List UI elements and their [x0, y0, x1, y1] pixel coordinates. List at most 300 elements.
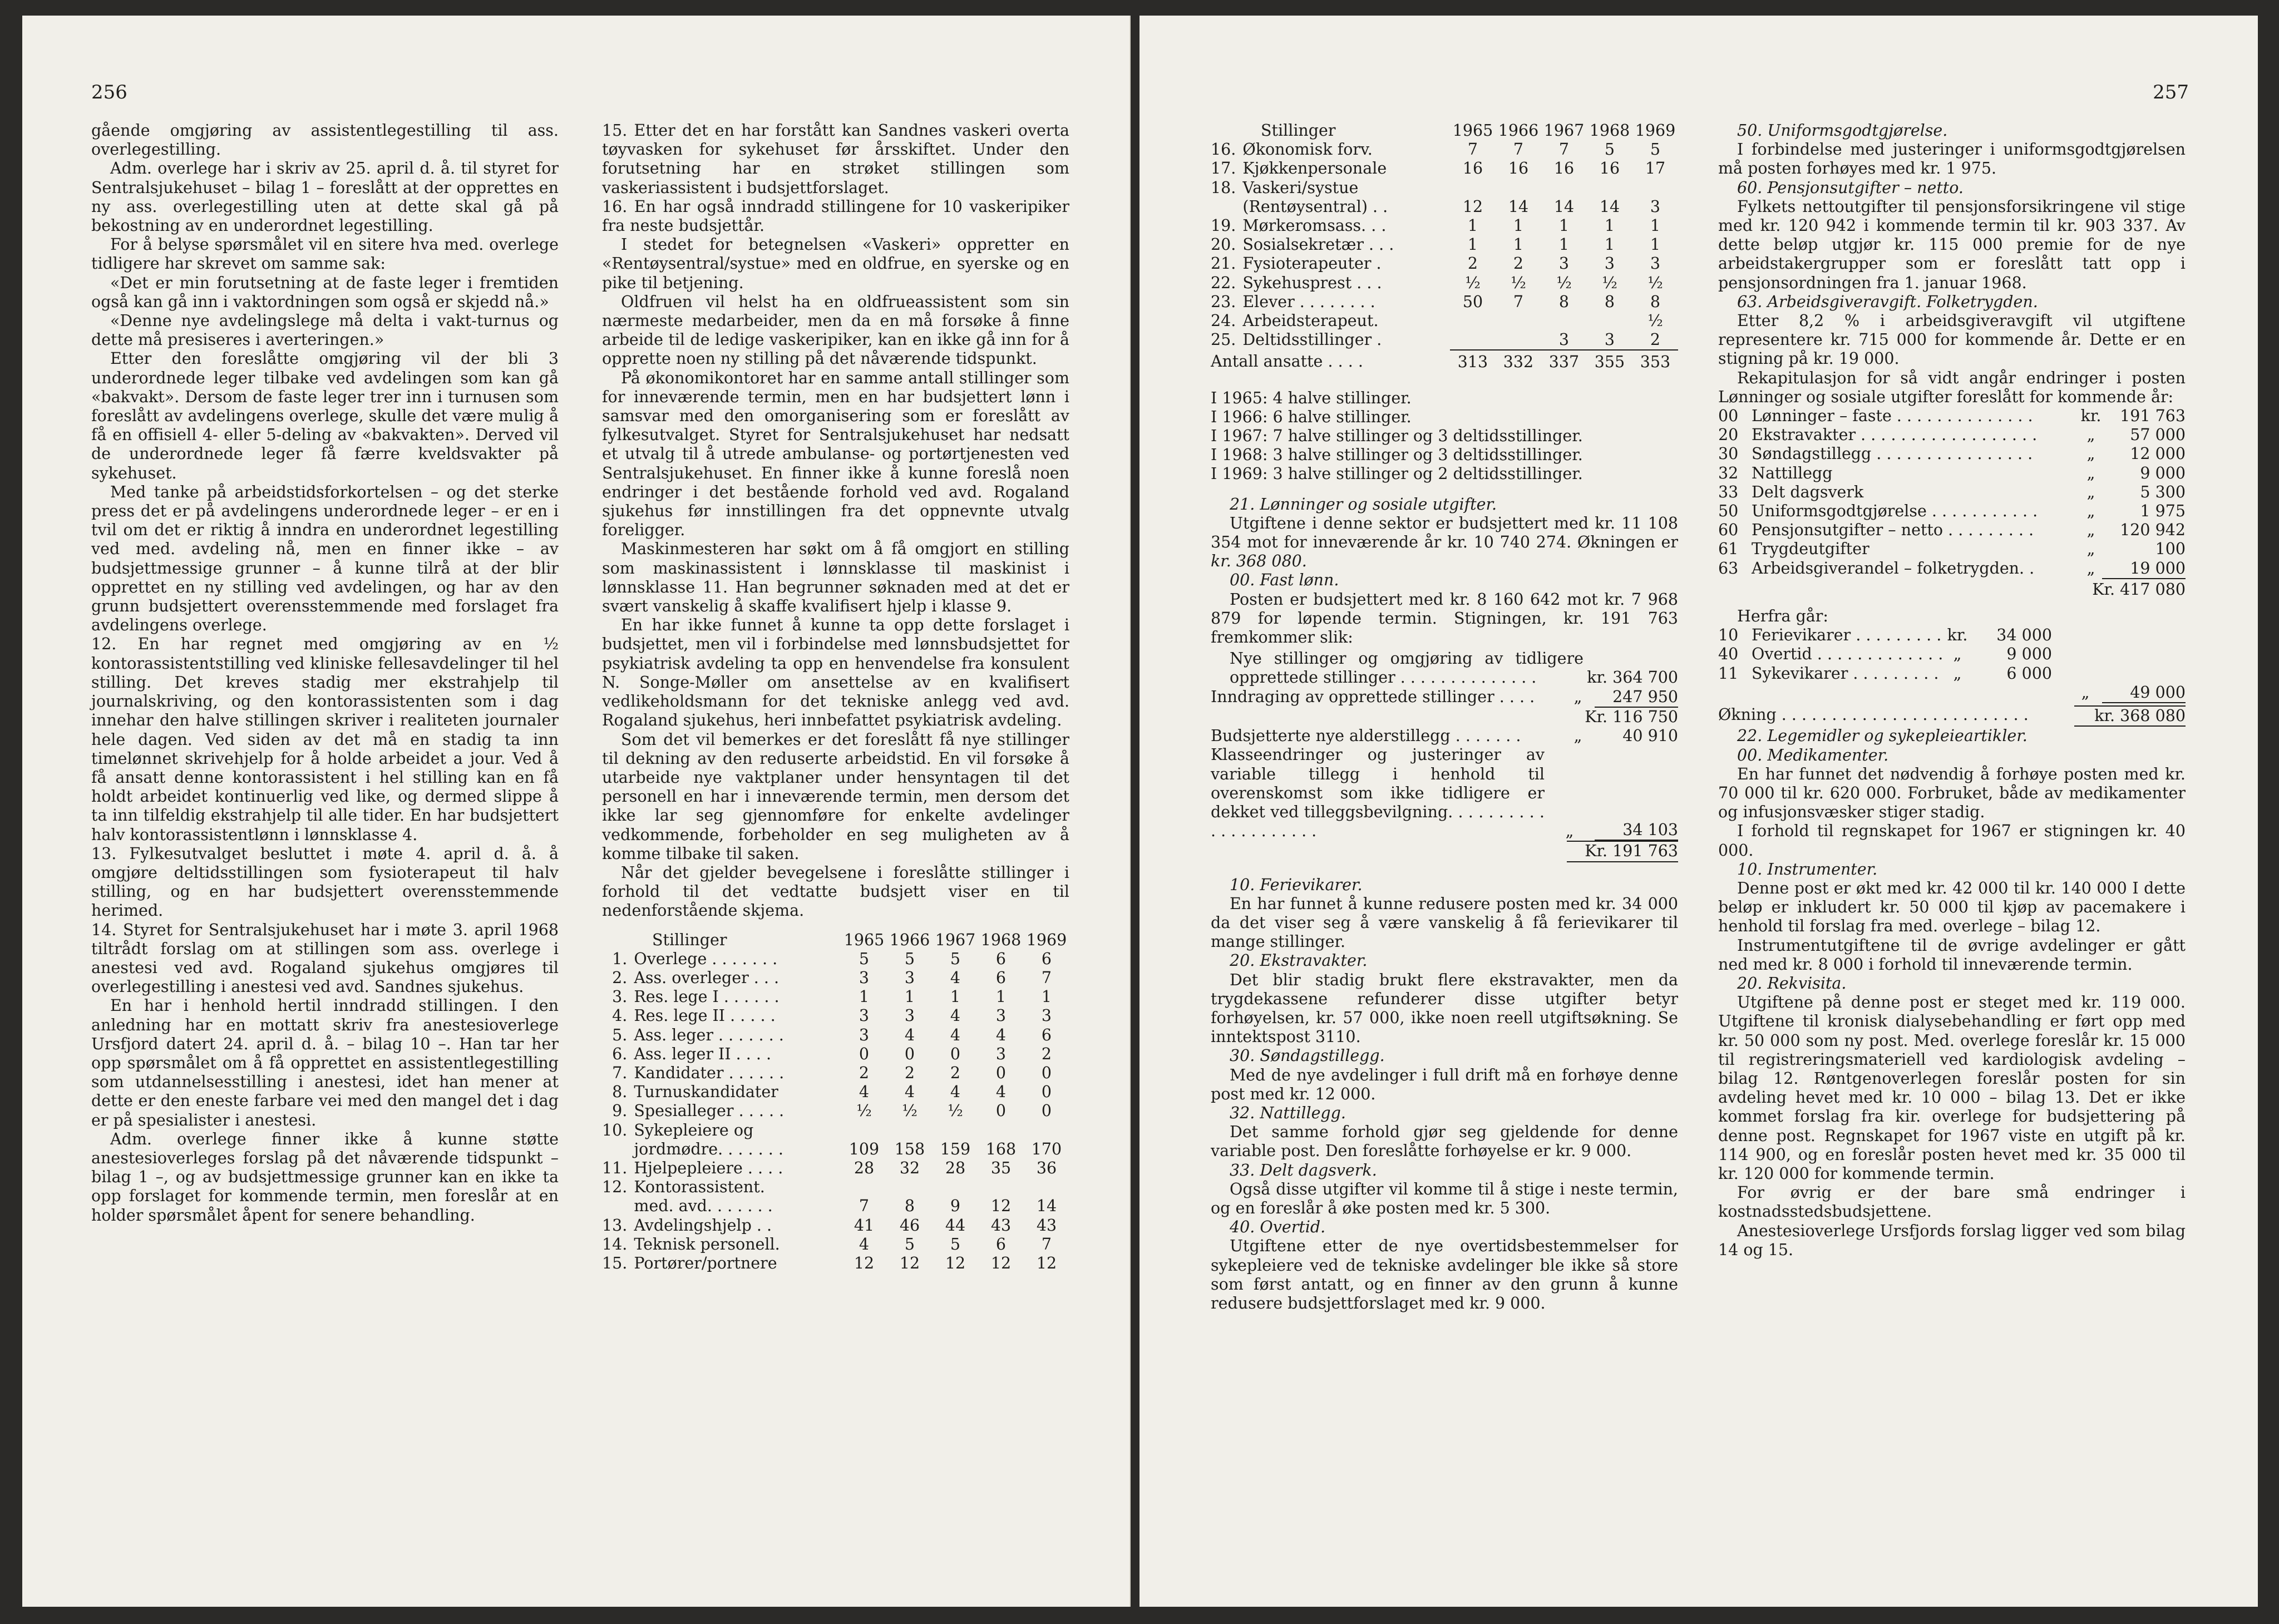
- row-value: 3: [904, 1006, 915, 1025]
- row-value: ½: [1511, 273, 1526, 292]
- table-header-year: 1965: [843, 930, 885, 949]
- item-marker: kr.: [2080, 407, 2102, 426]
- row-value: 16: [1553, 159, 1575, 178]
- row-label: Arbeidsterapeut.: [1242, 312, 1379, 330]
- row-value: 1: [1558, 235, 1570, 254]
- row-value: 1: [1650, 235, 1661, 254]
- item-code: 11: [1718, 664, 1739, 683]
- paragraph: Når det gjelder bevegelsene i foreslåtte stillinger i forhold til det vedtatte budsjett viser en til nedenforstående skjema.: [602, 863, 1069, 920]
- item-label: Uniformsgodtgjørelse . . . . . . . . . . .: [1752, 502, 2038, 521]
- row-value: 0: [995, 1102, 1007, 1120]
- item-code: 61: [1718, 540, 1739, 559]
- section-heading: 22. Legemidler og sykepleieartikler.: [1737, 727, 2028, 746]
- ditto-mark: „: [1573, 687, 1582, 706]
- row-number: 10.: [602, 1120, 628, 1139]
- item-marker: „: [2086, 559, 2095, 577]
- item-amount: 19 000: [2102, 559, 2186, 579]
- row-value: [1496, 312, 1541, 330]
- row-value: ½: [1465, 273, 1481, 292]
- row-value: 9: [950, 1197, 961, 1216]
- table-row: [602, 988, 1069, 1006]
- item-label: Nattillegg: [1752, 463, 1833, 482]
- item-amount: 191 763: [2120, 407, 2186, 426]
- total-label: Antall ansatte . . . .: [1211, 352, 1363, 371]
- row-value: 12: [854, 1253, 875, 1272]
- item-code: 20: [1718, 426, 1739, 445]
- row-value: 35: [990, 1158, 1012, 1177]
- row-value: 170: [1031, 1139, 1062, 1158]
- row-label: Teknisk personell.: [634, 1235, 780, 1253]
- row-value: 2: [1467, 254, 1478, 273]
- item-marker: „: [2086, 426, 2095, 445]
- row-value: 5: [859, 949, 870, 968]
- ditto-mark: „: [1573, 727, 1582, 746]
- item-marker: „: [2086, 463, 2095, 482]
- row-value: 12: [1036, 1253, 1057, 1272]
- row-value: 4: [904, 1083, 915, 1102]
- calc-amount: 247 950: [1595, 688, 1678, 708]
- row-value: 16: [1599, 159, 1620, 178]
- paragraph: Det samme forhold gjør seg gjeldende for denne variable post. Den foreslåtte forhøyelse er kr. 9 000.: [1211, 1123, 1678, 1161]
- row-value: 14: [1553, 197, 1575, 216]
- item-code: 33: [1718, 482, 1739, 501]
- row-value: 12: [1462, 197, 1483, 216]
- row-value: 3: [859, 968, 870, 987]
- row-value: [1587, 179, 1632, 198]
- left-column-2: [602, 121, 1069, 1280]
- row-value: 168: [985, 1139, 1017, 1158]
- row-number: 16.: [1211, 140, 1236, 159]
- section-heading: 50. Uniformsgodtgjørelse.: [1737, 121, 1948, 140]
- row-value: [1450, 179, 1496, 198]
- row-label: jordmødre. . . . . . .: [634, 1139, 783, 1158]
- row-value: 17: [1645, 159, 1666, 178]
- row-number: 5.: [612, 1025, 628, 1044]
- row-number: [602, 1140, 634, 1159]
- row-value: [887, 1121, 933, 1140]
- row-number: 18.: [1211, 178, 1236, 197]
- table-row: [1211, 198, 1678, 216]
- row-label: med. avd. . . . . . .: [634, 1197, 773, 1216]
- calc-line: Nye stillinger og omgjøring av tidligere opprettede stillinger . . . . . . . . . . . . . .: [1230, 649, 1584, 687]
- item-amount: 100: [2155, 540, 2186, 559]
- section-heading: 63. Arbeidsgiveravgift. Folketrygden.: [1737, 292, 2038, 311]
- row-value: 1: [859, 988, 870, 1006]
- row-value: 12: [945, 1253, 966, 1272]
- item-row: [1718, 407, 2186, 426]
- paragraph: 13. Fylkesutvalget besluttet i møte 4. april d. å. å omgjøre deltidsstillingen som fysioterapeut til halv stilling, og en har budsjettert overensstemmende herimed.: [91, 844, 559, 920]
- row-value: ½: [902, 1102, 917, 1120]
- row-value: 8: [1650, 292, 1661, 311]
- row-value: 1: [1558, 216, 1570, 235]
- row-value: 2: [1041, 1044, 1052, 1063]
- note-line: I 1969: 3 halve stillinger og 2 deltidsstillinger.: [1211, 465, 1583, 483]
- row-value: 1: [1650, 216, 1661, 235]
- cost-items-top: [1718, 121, 2186, 369]
- item-label: Søndagstillegg . . . . . . . . . . . . . . . .: [1752, 445, 2033, 463]
- row-value: 3: [1604, 330, 1615, 349]
- item-marker: „: [1953, 645, 1962, 664]
- row-value: 32: [899, 1158, 920, 1177]
- row-value: 4: [904, 1025, 915, 1044]
- row-value: [978, 1121, 1024, 1140]
- row-value: 6: [1041, 949, 1052, 968]
- paragraph: Med de nye avdelinger i full drift må en forhøye denne post med kr. 12 000.: [1211, 1065, 1678, 1103]
- row-value: 7: [1041, 1235, 1052, 1253]
- table-row: [1211, 235, 1678, 254]
- row-number: 12.: [602, 1178, 628, 1197]
- row-value: 2: [859, 1063, 870, 1082]
- left-column-1: [91, 121, 559, 1225]
- row-value: 3: [1650, 254, 1661, 273]
- calc-amount: 34 103: [1595, 821, 1678, 841]
- paragraph: Adm. overlege finner ikke å kunne støtte anestesioverleges forslag på det nåværende tidspunkt – bilag 1 –, og av budsjettmessige grunner kan en ikke ta opp forslaget for kommende termin, men foreslår at en holder spørsmålet åpent for senere behandling.: [91, 1129, 559, 1225]
- row-label: Kontorassistent.: [634, 1178, 765, 1197]
- row-number: 9.: [612, 1102, 628, 1120]
- deduction-total: 49 000: [2102, 683, 2186, 703]
- row-value: 4: [995, 1025, 1007, 1044]
- item-marker: „: [2086, 502, 2095, 521]
- row-value: 28: [945, 1158, 966, 1177]
- table-row: [602, 1064, 1069, 1083]
- paragraph: Denne post er økt med kr. 42 000 til kr. 140 000 I dette beløp er inkludert kr. 50 000 til kjøp av pacemakere i henhold til forslag fra med. overlege – bilag 12.: [1718, 878, 2186, 936]
- row-value: 28: [854, 1158, 875, 1177]
- table-row: [602, 1083, 1069, 1102]
- row-label: Res. lege I . . . . . .: [634, 988, 780, 1006]
- row-label: Mørkeromsass. . .: [1242, 216, 1387, 235]
- item-amount: 120 942: [2120, 521, 2186, 540]
- row-label: Kandidater . . . . . .: [634, 1063, 785, 1082]
- table-row: [1211, 140, 1678, 159]
- paragraph: Rekapitulasjon for så vidt angår endringer i posten Lønninger og sosiale utgifter foreslått for kommende år:: [1718, 368, 2186, 406]
- row-number: 20.: [1211, 235, 1236, 254]
- paragraph: En har i henhold hertil inndradd stillingen. I den anledning har en mottatt skriv fra anestesioverlege Ursfjord datert 24. april d. å. – bilag 10 –. Han tar her opp spørsmålet om å få opprettet en assistentlegestilling som utdannelsesstilling i anestesi, idet han mener at dette er den eneste farbare vei med den mangel det i dag er på spesialister i anestesi.: [91, 996, 559, 1129]
- row-value: 5: [904, 1235, 915, 1253]
- row-value: 7: [859, 1197, 870, 1216]
- row-value: 4: [995, 1083, 1007, 1102]
- row-label: Elever . . . . . . . .: [1242, 292, 1375, 311]
- row-label: Ass. leger . . . . . . .: [634, 1025, 784, 1044]
- row-number: [1211, 198, 1242, 216]
- row-value: 8: [904, 1197, 915, 1216]
- paragraph: gående omgjøring av assistentlegestilling til ass. overlegestilling.: [91, 121, 559, 159]
- cost-items: [1211, 876, 1678, 1314]
- table-row: [1211, 293, 1678, 312]
- calc-line: Inndraging av opprettede stillinger . . . .: [1211, 687, 1535, 706]
- row-number: 11.: [602, 1158, 628, 1177]
- row-number: 21.: [1211, 254, 1236, 273]
- row-value: 5: [904, 949, 915, 968]
- row-value: 0: [995, 1063, 1007, 1082]
- row-number: 8.: [612, 1083, 628, 1102]
- section-heading: 21. Lønninger og sosiale utgifter.: [1230, 495, 1497, 514]
- item-code: 32: [1718, 463, 1739, 482]
- row-value: 3: [1650, 197, 1661, 216]
- calculation-block: [1211, 649, 1678, 862]
- item-row: [1718, 483, 2186, 502]
- row-label: Ass. overleger . . .: [634, 968, 780, 987]
- row-value: 2: [1650, 330, 1661, 349]
- row-value: 1: [995, 988, 1007, 1006]
- row-value: [1024, 1121, 1069, 1140]
- total-value: 332: [1496, 350, 1541, 372]
- table-header-year: 1969: [1635, 121, 1676, 140]
- row-label: Sosialsekretær . . .: [1242, 235, 1394, 254]
- item-row: [1718, 559, 2186, 579]
- ditto-mark: „: [2081, 683, 2090, 702]
- table-row: [602, 1216, 1069, 1235]
- item-code: 30: [1718, 445, 1739, 463]
- paragraph: Etter den foreslåtte omgjøring vil der bli 3 underordnede leger tilbake ved avdelingen som kan gå «bakvakt». Dersom de faste leger trer inn i turnusen som foreslått av avdelingens overlege, skulle det være mulig å få en offisiell 4- eller 5-deling av «bakvakten». Derved vil de underordnede leger få færre kveldsvakter på sykehuset.: [91, 349, 559, 482]
- row-value: 1: [904, 988, 915, 1006]
- row-value: [933, 1121, 978, 1140]
- row-value: ½: [1602, 273, 1617, 292]
- item-label: Sykevikarer . . . . . . . . .: [1752, 664, 1939, 683]
- staffing-table-right: [1211, 121, 1678, 372]
- section-heading: 60. Pensjonsutgifter – netto.: [1737, 178, 1964, 197]
- page-number-left: 256: [91, 81, 127, 103]
- table-row: [1211, 330, 1678, 350]
- increase-label: Økning . . . . . . . . . . . . . . . . . . . . . . . . .: [1718, 705, 2029, 724]
- row-number: 23.: [1211, 292, 1236, 311]
- row-value: 0: [950, 1044, 961, 1063]
- item-marker: kr.: [1947, 626, 1968, 645]
- table-row: [602, 969, 1069, 988]
- table-row: [602, 1102, 1069, 1120]
- row-value: 0: [1041, 1102, 1052, 1120]
- row-label: Kjøkkenpersonale: [1242, 159, 1387, 178]
- row-value: [1496, 330, 1541, 350]
- row-value: 3: [904, 968, 915, 987]
- row-value: [841, 1121, 887, 1140]
- item-amount: 12 000: [2130, 445, 2186, 463]
- row-value: 4: [950, 968, 961, 987]
- row-value: 41: [854, 1216, 875, 1235]
- row-value: 3: [995, 1044, 1007, 1063]
- row-value: [887, 1178, 933, 1197]
- row-number: 17.: [1211, 159, 1236, 178]
- row-value: 1: [1513, 216, 1524, 235]
- item-marker: „: [2086, 540, 2095, 559]
- staffing-table-left: [602, 931, 1069, 1273]
- paragraph: 15. Etter det en har forstått kan Sandnes vaskeri overta tøyvasken for sykehuset før årsskiftet. Under den forutsetning har en strøket stillingen som vaskeriassistent i budsjettforslaget.: [602, 121, 1069, 197]
- row-label: Spesialleger . . . . .: [634, 1102, 785, 1120]
- paragraph: Fylkets nettoutgifter til pensjonsforsikringene vil stige med kr. 120 942 i kommende termin til kr. 903 337. Av dette beløp utgjør kr. 115 000 premie for de nye arbeidstakergrupper som er foreslått tatt opp i pensjonsordningen fra 1. januar 1968.: [1718, 197, 2186, 292]
- table-row: [602, 1159, 1069, 1178]
- table-notes: [1211, 389, 1678, 484]
- item-row: [1718, 540, 2186, 559]
- section-heading: 10. Instrumenter.: [1737, 860, 1878, 878]
- paragraph: I forbindelse med justeringer i uniformsgodtgjørelsen må posten forhøyes med kr. 1 975.: [1718, 140, 2186, 178]
- row-value: 2: [1513, 254, 1524, 273]
- row-number: 24.: [1211, 312, 1236, 330]
- table-header-cell: Stillinger: [652, 930, 727, 949]
- row-value: 1: [1467, 235, 1478, 254]
- row-value: 5: [950, 949, 961, 968]
- row-value: 1: [950, 988, 961, 1006]
- item-row: [1718, 445, 2186, 463]
- table-row: [602, 1254, 1069, 1273]
- row-label: Ass. leger II . . . .: [634, 1044, 772, 1063]
- paragraph: Herfra går:: [1737, 607, 1829, 626]
- item-label: Lønninger – faste . . . . . . . . . . . . . .: [1752, 407, 2033, 426]
- table-row: [1211, 254, 1678, 273]
- row-value: 6: [1041, 1025, 1052, 1044]
- row-number: 25.: [1211, 330, 1236, 349]
- paragraph: Instrumentutgiftene til de øvrige avdelinger er gått ned med kr. 8 000 i forhold til inneværende termin.: [1718, 936, 2186, 974]
- row-value: 3: [859, 1025, 870, 1044]
- row-value: ½: [1556, 273, 1572, 292]
- row-value: [1541, 312, 1587, 330]
- row-value: 3: [1558, 254, 1570, 273]
- item-row: [1718, 502, 2186, 521]
- paragraph: I stedet for betegnelsen «Vaskeri» oppretter en «Rentøysentral/systue» med en oldfrue, en syerske og en pike til betjening.: [602, 235, 1069, 292]
- table-row: [602, 1197, 1069, 1216]
- paragraph: På økonomikontoret har en samme antall stillinger som for inneværende termin, men en har budsjettert lønn i samsvar med den omorganisering som er foreslått av fylkesutvalget. Styret for Sentralsjukehuset har nedsatt et utvalg til å utrede ambulanse- og portørtjenesten ved Sentralsjukehuset. En finner ikke å kunne foreslå noen endringer i det bestående forhold ved avd. Rogaland sjukehus før innstillingen fra det oppnevnte utvalg foreligger.: [602, 368, 1069, 540]
- table-row: [1211, 216, 1678, 235]
- increase-amount: kr. 368 080.: [1211, 552, 1307, 571]
- item-amount: 9 000: [2006, 645, 2052, 664]
- item-label: Delt dagsverk: [1752, 482, 1864, 501]
- row-value: 8: [1558, 292, 1570, 311]
- row-value: 4: [950, 1025, 961, 1044]
- item-label: Overtid . . . . . . . . . . . . .: [1752, 645, 1943, 664]
- row-value: 159: [940, 1139, 971, 1158]
- total-value: 353: [1632, 350, 1678, 372]
- page-number-right: 257: [2153, 81, 2189, 103]
- calc-subtotal: Kr. 116 750: [1585, 707, 1678, 726]
- row-value: ½: [1647, 273, 1663, 292]
- table-row: [602, 1006, 1069, 1025]
- note-line: I 1968: 3 halve stillinger og 3 deltidsstillinger.: [1211, 446, 1583, 465]
- item-code: 40: [1718, 645, 1739, 664]
- row-value: 2: [950, 1063, 961, 1082]
- cost-items-bottom: [1718, 727, 2186, 1260]
- section-heading: 20. Ekstravakter.: [1230, 951, 1368, 970]
- row-value: 1: [1604, 235, 1615, 254]
- item-amount: 9 000: [2140, 463, 2186, 482]
- row-value: 3: [1041, 1006, 1052, 1025]
- ditto-mark: „: [1565, 822, 1574, 841]
- paragraph: Utgiftene i denne sektor er budsjettert med kr. 11 108 354 mot for inneværende år kr. 10 740 274. Økningen er kr. 368 080.: [1211, 514, 1678, 571]
- row-value: 14: [1599, 197, 1620, 216]
- row-value: [1632, 179, 1678, 198]
- table-row: [602, 950, 1069, 969]
- row-value: [1496, 179, 1541, 198]
- left-page: [22, 16, 1131, 1607]
- row-value: 7: [1041, 968, 1052, 987]
- item-row: [1718, 664, 2052, 683]
- item-row: [1718, 645, 2052, 664]
- section-heading: 33. Delt dagsverk.: [1230, 1161, 1377, 1179]
- row-number: 6.: [612, 1044, 628, 1063]
- row-value: ½: [1647, 312, 1663, 330]
- row-value: 12: [899, 1253, 920, 1272]
- row-value: 6: [995, 968, 1007, 987]
- right-column-2: [1718, 121, 2186, 1260]
- table-header-row: [602, 931, 1069, 950]
- item-amount: 34 000: [1996, 626, 2052, 645]
- row-value: 7: [1513, 140, 1524, 159]
- row-value: 3: [995, 1006, 1007, 1025]
- row-value: [1450, 330, 1496, 350]
- row-value: [1450, 312, 1496, 330]
- row-value: 7: [1467, 140, 1478, 159]
- row-value: 5: [1650, 140, 1661, 159]
- table-row: [602, 1140, 1069, 1159]
- item-code: 50: [1718, 502, 1739, 521]
- row-label: Hjelpepleiere . . . .: [634, 1158, 783, 1177]
- row-number: 2.: [612, 968, 628, 987]
- paragraph: Maskinmesteren har søkt om å få omgjort en stilling som maskinassistent i lønnsklasse til maskinist i lønnsklasse 11. Han begrunner søknaden med at det er svært vanskelig å skaffe kvalifisert hjelp i klasse 9.: [602, 540, 1069, 616]
- note-line: I 1965: 4 halve stillinger.: [1211, 388, 1412, 407]
- row-value: 36: [1036, 1158, 1057, 1177]
- note-line: I 1967: 7 halve stillinger og 3 deltidsstillinger.: [1211, 427, 1583, 446]
- table-header-year: 1966: [889, 930, 930, 949]
- calc-amount: 40 910: [1622, 727, 1678, 746]
- row-value: 1: [1604, 216, 1615, 235]
- paragraph: En har ikke funnet å kunne ta opp dette forslaget i budsjettet, men vil i forbindelse med lønnsbudsjettet for psykiatrisk avdeling ta opp en henvendelse fra konsulent N. Songe-Møller om ansettelse av en kvalifisert vedlikeholdsmann for det tekniske anlegg ved avd. Rogaland sjukehus, heri innbefattet psykiatrisk avdeling.: [602, 616, 1069, 730]
- row-number: 1.: [612, 949, 628, 968]
- paragraph: Det blir stadig brukt flere ekstravakter, men da trygdekassene refunderer disse utgifter betyr forhøyelsen, kr. 57 000, ikke noen reell utgiftsøkning. Se inntektspost 3110.: [1211, 970, 1678, 1047]
- item-label: Ekstravakter . . . . . . . . . . . . . . . . . .: [1752, 426, 2038, 445]
- row-value: 0: [1041, 1083, 1052, 1102]
- section-heading: 30. Søndagstillegg.: [1230, 1047, 1385, 1065]
- row-value: 14: [1036, 1197, 1057, 1216]
- table-row: [602, 1026, 1069, 1045]
- row-label: Turnuskandidater: [634, 1083, 778, 1102]
- row-label: Deltidsstillinger .: [1242, 330, 1382, 349]
- row-value: 8: [1604, 292, 1615, 311]
- row-label: (Rentøysentral) . .: [1242, 197, 1388, 216]
- paragraph: Anestesioverlege Ursfjords forslag ligger ved som bilag 14 og 15.: [1718, 1221, 2186, 1259]
- row-label: Vaskeri/systue: [1242, 178, 1359, 197]
- row-number: 22.: [1211, 273, 1236, 292]
- row-value: ½: [856, 1102, 872, 1120]
- row-value: 1: [1041, 988, 1052, 1006]
- item-amount: 5 300: [2140, 482, 2186, 501]
- row-value: 4: [859, 1235, 870, 1253]
- row-value: 4: [859, 1083, 870, 1102]
- table-header-year: 1968: [980, 930, 1022, 949]
- row-value: 4: [950, 1083, 961, 1102]
- table-row: [1211, 312, 1678, 330]
- paragraph: Oldfruen vil helst ha en oldfrueassistent som sin nærmeste medarbeider, men da en må forsøke å finne arbeide til de ledige vaskeripiker, kan en ikke gå inn for å opprette noen ny stilling på det nåværende tidspunkt.: [602, 292, 1069, 368]
- row-label: Portører/portnere: [634, 1253, 777, 1272]
- row-value: [978, 1178, 1024, 1197]
- table-header-year: 1967: [1543, 121, 1585, 140]
- paragraph: Posten er budsjettert med kr. 8 160 642 mot kr. 7 968 879 for løpende termin. Stigningen, kr. 191 763 fremkommer slik:: [1211, 590, 1678, 647]
- row-number: 13.: [602, 1216, 628, 1235]
- total-value: 337: [1541, 350, 1587, 372]
- row-value: 0: [1041, 1063, 1052, 1082]
- paragraph: 12. En har regnet med omgjøring av en ½ kontorassistentstilling ved kliniske fellesavdelinger til hel stilling. Det kreves stadig mer ekstrahjelp til journalskriving, og den kontorassistenten som i dag innehar den halve stillingen skriver i realiteten journaler hele dagen. Ved siden av det må en stadig ta inn timelønnet skrivehjelp for å holde arbeidet a jour. Ved å få ansatt denne kontorassistent i hel stilling kan en få holdt arbeidet kontinuerlig ved like, og dermed slippe å ta inn tilfeldig ekstrahjelp til alle tider. En har budsjettert halv kontorassistentlønn i lønnsklasse 4.: [91, 635, 559, 844]
- item-label: Trygdeutgifter: [1752, 540, 1869, 559]
- section-heading: 00. Fast lønn.: [1230, 571, 1339, 590]
- row-value: 3: [859, 1006, 870, 1025]
- paragraph: For øvrig er der bare små endringer i kostnadsstedsbudsjettene.: [1718, 1183, 2186, 1221]
- item-row: [1718, 626, 2052, 645]
- item-label: Arbeidsgiverandel – folketrygden. .: [1752, 559, 2035, 577]
- row-label: Res. lege II . . . . .: [634, 1006, 776, 1025]
- row-label: Avdelingshjelp . .: [634, 1216, 772, 1235]
- row-value: 158: [894, 1139, 925, 1158]
- table-row: [602, 1045, 1069, 1064]
- row-label: Sykehusprest . . .: [1242, 273, 1382, 292]
- table-header-year: 1969: [1026, 930, 1067, 949]
- item-code: 10: [1718, 626, 1739, 645]
- calc-total: Kr. 191 763: [1567, 841, 1678, 862]
